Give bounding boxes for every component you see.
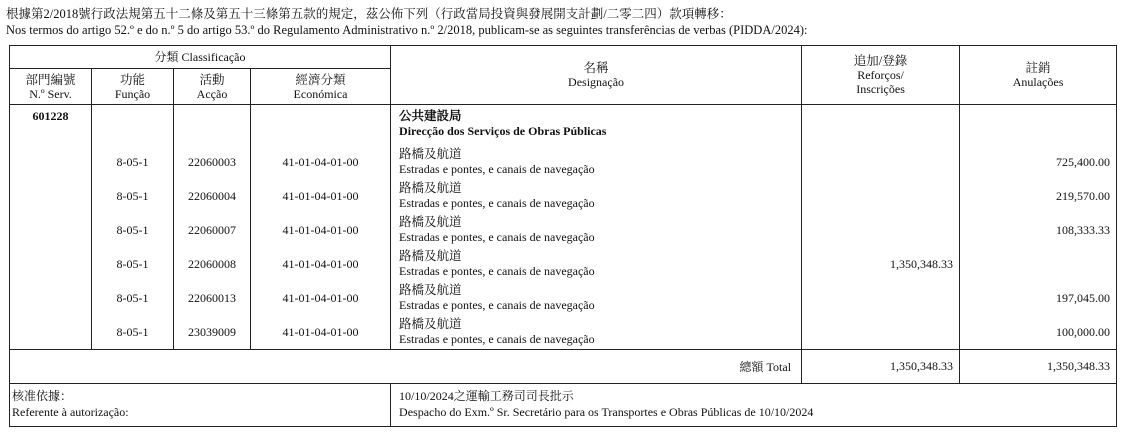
function-header: 功能 Função bbox=[92, 69, 174, 105]
cancellation-cell: 197,045.00 bbox=[960, 281, 1117, 315]
reinforcement-cell bbox=[802, 213, 960, 247]
function-cell: 8-05-1 bbox=[92, 213, 174, 247]
function-cell: 8-05-1 bbox=[92, 179, 174, 213]
function-cell: 8-05-1 bbox=[92, 281, 174, 315]
authorization-label: 核准依據： Referente à autorização: bbox=[10, 384, 391, 427]
reinforcement-cell bbox=[802, 179, 960, 213]
economic-cell: 41-01-04-01-00 bbox=[251, 145, 391, 179]
reinforcements-header: 追加/登錄 Reforços/ Inscrições bbox=[802, 46, 960, 105]
authorization-row bbox=[10, 384, 1117, 427]
designation-cell: 路橋及航道 Estradas e pontes, e canais de navegação bbox=[391, 315, 802, 350]
action-cell: 23039009 bbox=[174, 315, 251, 350]
service-name: 公共建設局 Direcção dos Serviços de Obras Públicas bbox=[391, 105, 802, 146]
service-code: 601228 bbox=[10, 105, 92, 146]
cancellation-cell: 100,000.00 bbox=[960, 315, 1117, 350]
action-header: 活動 Acção bbox=[174, 69, 251, 105]
economic-cell: 41-01-04-01-00 bbox=[251, 247, 391, 281]
function-cell: 8-05-1 bbox=[92, 315, 174, 350]
authorization-value: 10/10/2024之運輸工務司司長批示 Despacho do Exm.º Sr. Secretário para os Transportes e Obras Públicas de 10/10/2024 bbox=[391, 384, 1117, 427]
transfer-table bbox=[9, 45, 1117, 427]
economic-cell: 41-01-04-01-00 bbox=[251, 315, 391, 350]
economic-header: 經濟分類 Económica bbox=[251, 69, 391, 105]
table-row bbox=[10, 213, 1117, 247]
reinforcement-cell bbox=[802, 281, 960, 315]
intro-text-zh: 根據第2/2018號行政法規第五十二條及第五十三條第五款的規定，茲公佈下列（行政當局投資與發展開支計劃/二零二四）款項轉移： bbox=[6, 7, 732, 21]
intro-text-pt: Nos termos do artigo 52.º e do n.º 5 do artigo 53.º do Regulamento Administrativo n.º 2/2018, publicam-se as seguintes transferências de verbas (PIDDA/2024): bbox=[6, 23, 808, 37]
table-row bbox=[10, 315, 1117, 350]
reinforcement-cell: 1,350,348.33 bbox=[802, 247, 960, 281]
designation-cell: 路橋及航道 Estradas e pontes, e canais de navegação bbox=[391, 213, 802, 247]
cancellation-cell: 219,570.00 bbox=[960, 179, 1117, 213]
cancellation-cell: 108,333.33 bbox=[960, 213, 1117, 247]
table-body bbox=[10, 105, 1117, 427]
action-cell: 22060013 bbox=[174, 281, 251, 315]
function-cell: 8-05-1 bbox=[92, 145, 174, 179]
classification-header: 分類 Classificação bbox=[10, 46, 391, 69]
economic-cell: 41-01-04-01-00 bbox=[251, 281, 391, 315]
action-cell: 22060008 bbox=[174, 247, 251, 281]
service-number-header: 部門編號 N.º Serv. bbox=[10, 69, 92, 105]
cancellation-cell bbox=[960, 247, 1117, 281]
action-cell: 22060007 bbox=[174, 213, 251, 247]
table-row bbox=[10, 145, 1117, 179]
table-row bbox=[10, 179, 1117, 213]
economic-cell: 41-01-04-01-00 bbox=[251, 179, 391, 213]
table-row bbox=[10, 281, 1117, 315]
economic-cell: 41-01-04-01-00 bbox=[251, 213, 391, 247]
action-cell: 22060004 bbox=[174, 179, 251, 213]
reinforcement-cell bbox=[802, 315, 960, 350]
action-cell: 22060003 bbox=[174, 145, 251, 179]
total-cancellations: 1,350,348.33 bbox=[960, 350, 1117, 384]
table-row bbox=[10, 247, 1117, 281]
cancellation-cell: 725,400.00 bbox=[960, 145, 1117, 179]
cancellations-header: 註銷 Anulações bbox=[960, 46, 1117, 105]
designation-cell: 路橋及航道 Estradas e pontes, e canais de navegação bbox=[391, 145, 802, 179]
service-row bbox=[10, 105, 1117, 146]
total-label: 總額 Total bbox=[10, 350, 802, 384]
designation-cell: 路橋及航道 Estradas e pontes, e canais de navegação bbox=[391, 247, 802, 281]
function-cell: 8-05-1 bbox=[92, 247, 174, 281]
table-header bbox=[10, 46, 1117, 105]
total-reinforcements: 1,350,348.33 bbox=[802, 350, 960, 384]
total-row bbox=[10, 350, 1117, 384]
designation-cell: 路橋及航道 Estradas e pontes, e canais de navegação bbox=[391, 179, 802, 213]
designation-cell: 路橋及航道 Estradas e pontes, e canais de navegação bbox=[391, 281, 802, 315]
designation-header: 名稱 Designação bbox=[391, 46, 802, 105]
reinforcement-cell bbox=[802, 145, 960, 179]
